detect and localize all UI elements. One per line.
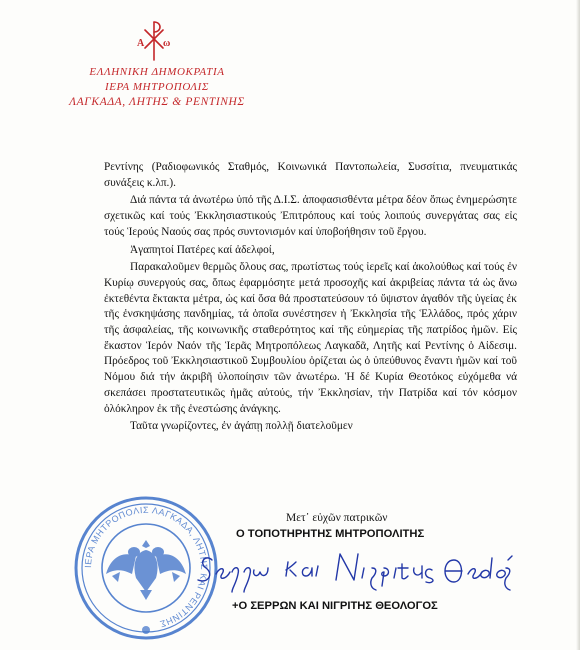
salutation: Ἀγαπητοί Πατέρες καί ἀδελφοί,	[130, 243, 275, 256]
header-line-region: ΛΑΓΚΑΔΑ, ΛΗΤΗΣ & ΡΕΝΤΙΝΗΣ	[69, 96, 245, 108]
seal-text: ΙΕΡΑ ΜΗΤΡΟΠΟΛΙΣ ΛΑΓΚΑΔΑ, ΛΗΤΗΣ ΚΑΙ ΡΕΝΤΙΝΗΣ	[82, 504, 210, 630]
paragraph-4: Ταῦτα γνωρίζοντες, ἐν ἀγάπῃ πολλῇ διατελοῦμεν	[130, 420, 353, 433]
header-line-metropolis: ΙΕΡΑ ΜΗΤΡΟΠΟΛΙΣ	[104, 81, 210, 93]
closing-title: Ο ΤΟΠΟΤΗΡΗΤΗΣ ΜΗΤΡΟΠΟΛΙΤΗΣ	[236, 528, 425, 540]
signatory-name: +Ο ΣΕΡΡΩΝ ΚΑΙ ΝΙΓΡΙΤΗΣ ΘΕΟΛΟΓΟΣ	[232, 600, 438, 612]
handwritten-signature	[196, 540, 516, 600]
paragraph-2: Διά πάντα τά ἀνωτέρω ὑπό τῆς Δ.Ι.Σ. ἀποφασισθέντα μέτρα δέον ὅπως ἐνημερώσητε σχετικῶς καί τούς Ἐκκλησιαστικούς Ἐπιτρόπους καί τούς λοιπούς συνεργάτας σας εἰς τούς Ἱερούς Ναούς σας πρός συντονισμόν καί ὑποβοήθησιν τοῦ ἔργου.	[104, 194, 517, 238]
svg-text:ω: ω	[163, 38, 171, 49]
letter-body	[104, 160, 517, 435]
double-headed-eagle-icon	[106, 540, 186, 600]
paragraph-1: Ρεντίνης (Ραδιοφωνικός Σταθμός, Κοινωνικά Παντοπωλεία, Συσσίτια, πνευματικάς συνάξεις κ.λπ.).	[104, 161, 517, 189]
header-line-state: ΕΛΛΗΝΙΚΗ ΔΗΜΟΚΡΑΤΙΑ	[89, 66, 225, 78]
closing-greeting: Μετ᾿ εὐχῶν πατρικῶν	[286, 512, 388, 524]
paragraph-3: Παρακαλοῦμεν θερμῶς ὅλους σας, πρωτίστως τούς ἱερεῖς καί ἀκολούθως καί τούς ἐν Κυρίῳ συνεργούς σας, ὅπως ἐφαρμόσητε μετά προσοχῆς καί ἀκριβείας πάντα τά ὡς ἄνω ἐκτεθέντα ἔκτακτα μέτρα, ὡς καί ὅσα θά προστατεύσουν τό ὕψιστον ἀγαθόν τῆς ὑγείας ἐκ τῆς ἐνσκηψάσης πανδημίας, τά ὁποῖα συνέστησεν ἡ Ἐκκλησία τῆς Ἑλλάδος, πρός χάριν τῆς ἀσφαλείας, τῆς κοινωνικῆς σταθερότητος καί τῆς εὐημερίας τῆς πατρίδος ἡμῶν. Εἰς ἕκαστον Ἱερόν Ναόν τῆς Ἱερᾶς Μητροπόλεως Λαγκαδᾶ, Λητῆς καί Ρεντίνης ὁ Αἰδεσιμ. Πρόεδρος τοῦ Ἐκκλησιαστικοῦ Συμβουλίου ὁρίζεται ὡς ὁ ὑπεύθυνος ἔναντι ἡμῶν καί τοῦ Νόμου διά τήν ἀκριβῆ ὑλοποίησιν τῶν ἀνωτέρω. Ἡ δέ Κυρία Θεοτόκος εὐχόμεθα νά σκεπάσει προστατευτικῶς ἡμᾶς αὐτούς, τήν Ἐκκλησίαν, τήν Πατρίδα καί τόν κόσμον ὁλόκληρον ἐκ τῆς ἐνεστώσης ἀνάγκης.	[104, 261, 517, 415]
chi-rho-alpha-omega-icon	[137, 18, 171, 62]
svg-text:A: A	[137, 38, 145, 49]
